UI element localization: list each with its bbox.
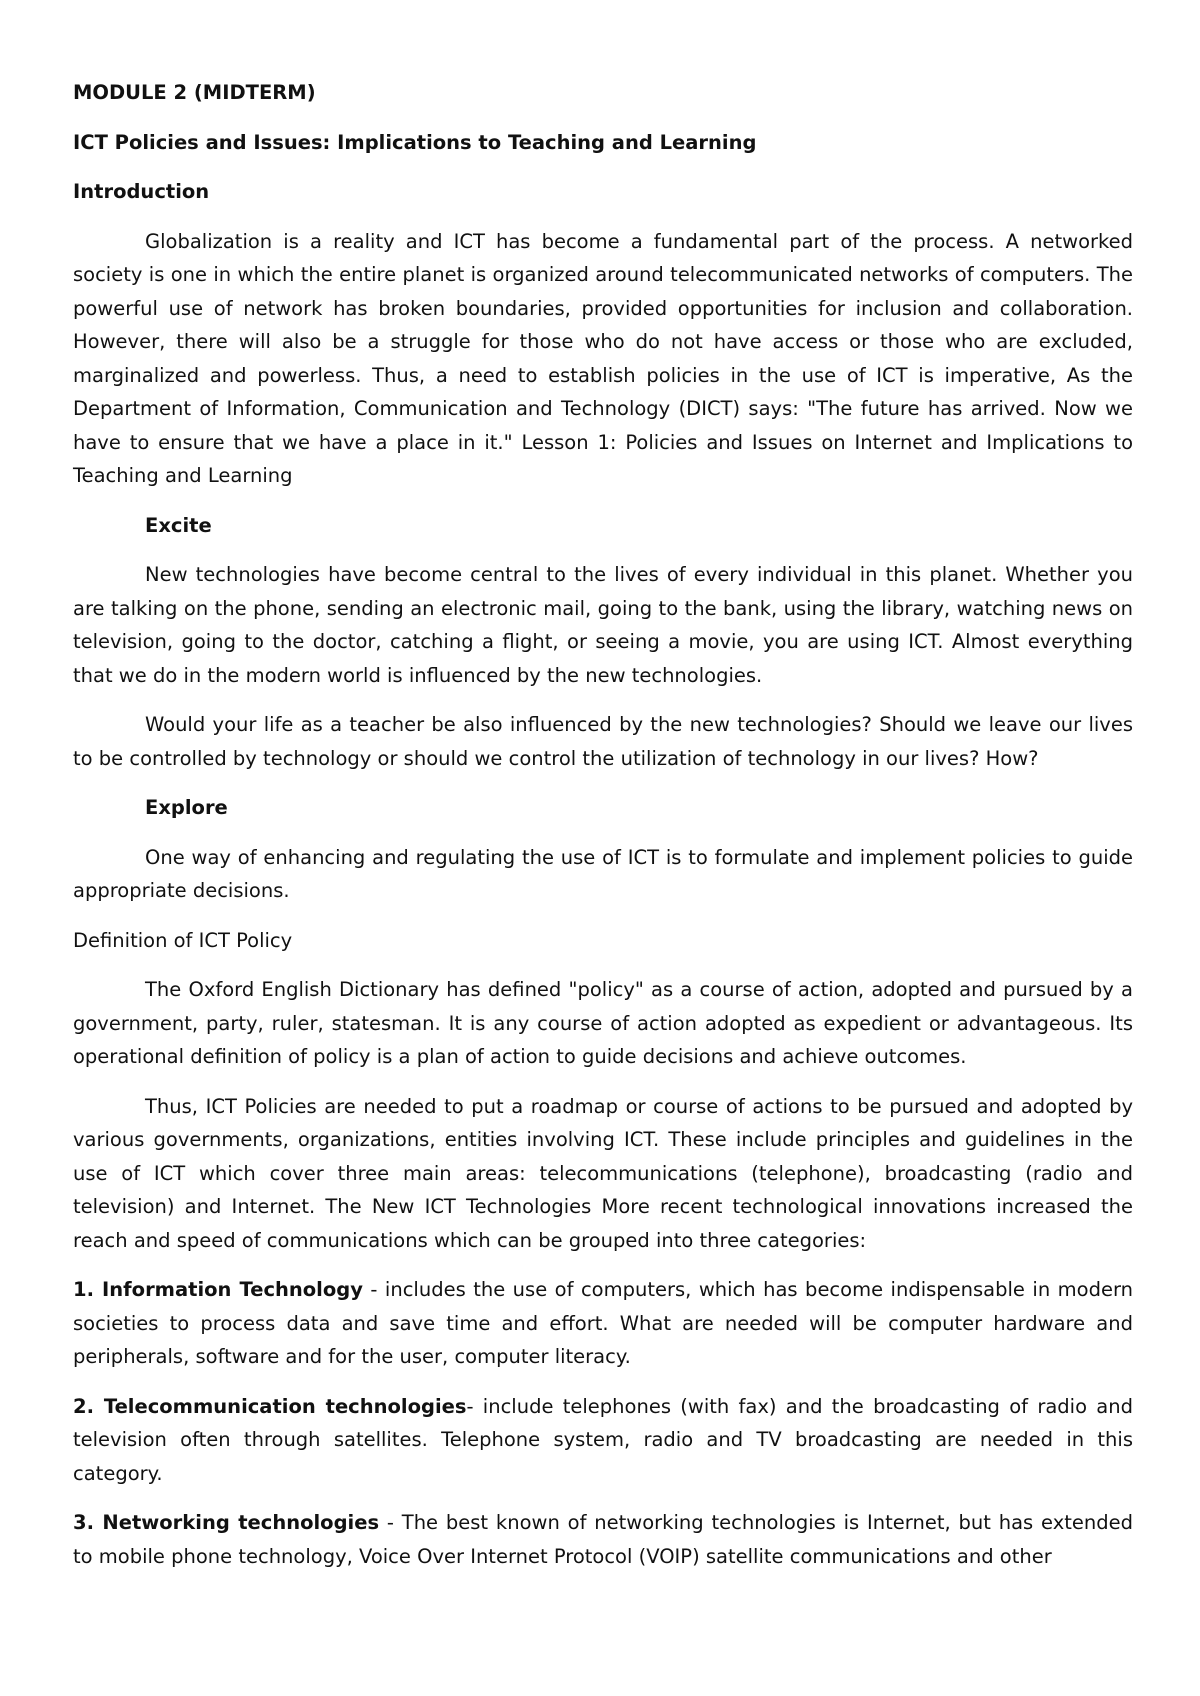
category-item: [73, 1390, 1133, 1491]
category-term: 1. Information Technology: [73, 1278, 363, 1301]
explore-paragraph: One way of enhancing and regulating the use of ICT is to formulate and implement policies to guide appropriate decisions.: [73, 845, 1133, 902]
module-title: MODULE 2 (MIDTERM): [73, 81, 316, 104]
policies-paragraph: Thus, ICT Policies are needed to put a roadmap or course of actions to be pursued and adopted by various governments, organizations, entities involving ICT. These include principles and guidelines in the use of ICT which cover three main areas: telecommunications (telephone), broadcasting (radio and television) and Internet. The New ICT Technologies More recent technological innovations increased the reach and speed of communications which can be grouped into three categories:: [73, 1094, 1133, 1252]
definition-paragraph: The Oxford English Dictionary has defined "policy" as a course of action, adopted and pursued by a government, party, ruler, statesman. It is any course of action adopted as expedient or advantageous. Its operational definition of policy is a plan of action to guide decisions and achieve outcomes.: [73, 978, 1133, 1068]
explore-heading: Explore: [145, 796, 228, 819]
category-text: - The best known of networking technologies is Internet, but has extended to mobile phone technology, Voice Over Internet Protocol (VOIP) satellite communications and other: [73, 1511, 1134, 1568]
category-text: - includes the use of computers, which has become indispensable in modern societies to process data and save time and effort. What are needed will be computer hardware and peripherals, software and for the user, computer literacy.: [73, 1278, 1133, 1368]
introduction-heading: Introduction: [73, 180, 210, 203]
excite-paragraph-2: Would your life as a teacher be also influenced by the new technologies? Should we leave our lives to be controlled by technology or should we control the utilization of technology in our lives? How?: [73, 713, 1133, 770]
category-term: 2. Telecommunication technologies: [73, 1394, 467, 1418]
excite-heading: Excite: [145, 513, 212, 537]
category-item: [73, 1506, 1133, 1573]
definition-heading: Definition of ICT Policy: [73, 928, 293, 952]
category-text: - include telephones (with fax) and the broadcasting of radio and television often through satellites. Telephone system, radio and TV broadcasting are needed in this category.: [73, 1394, 1133, 1485]
introduction-paragraph: Globalization is a reality and ICT has become a fundamental part of the process. A networked society is one in which the entire planet is organized around telecommunicated networks of computers. The powerful use of network has broken boundaries, provided opportunities for inclusion and collaboration. However, there will also be a struggle for those who do not have access or those who are excluded, marginalized and powerless. Thus, a need to establish policies in the use of ICT is imperative, As the Department of Information, Communication and Technology (DICT) says: "The future has arrived. Now we have to ensure that we have a place in it." Lesson 1: Policies and Issues on Internet and Implications to Teaching and Learning: [73, 229, 1133, 487]
document-page: [73, 76, 1133, 1589]
category-term: 3. Networking technologies: [73, 1511, 380, 1534]
main-title: ICT Policies and Issues: Implications to Teaching and Learning: [73, 130, 757, 154]
category-item: [73, 1273, 1133, 1374]
excite-paragraph-1: New technologies have become central to the lives of every individual in this planet. Whether you are talking on the phone, sending an electronic mail, going to the bank, using the library, watching news on television, going to the doctor, catching a flight, or seeing a movie, you are using ICT. Almost everything that we do in the modern world is influenced by the new technologies.: [73, 563, 1133, 687]
